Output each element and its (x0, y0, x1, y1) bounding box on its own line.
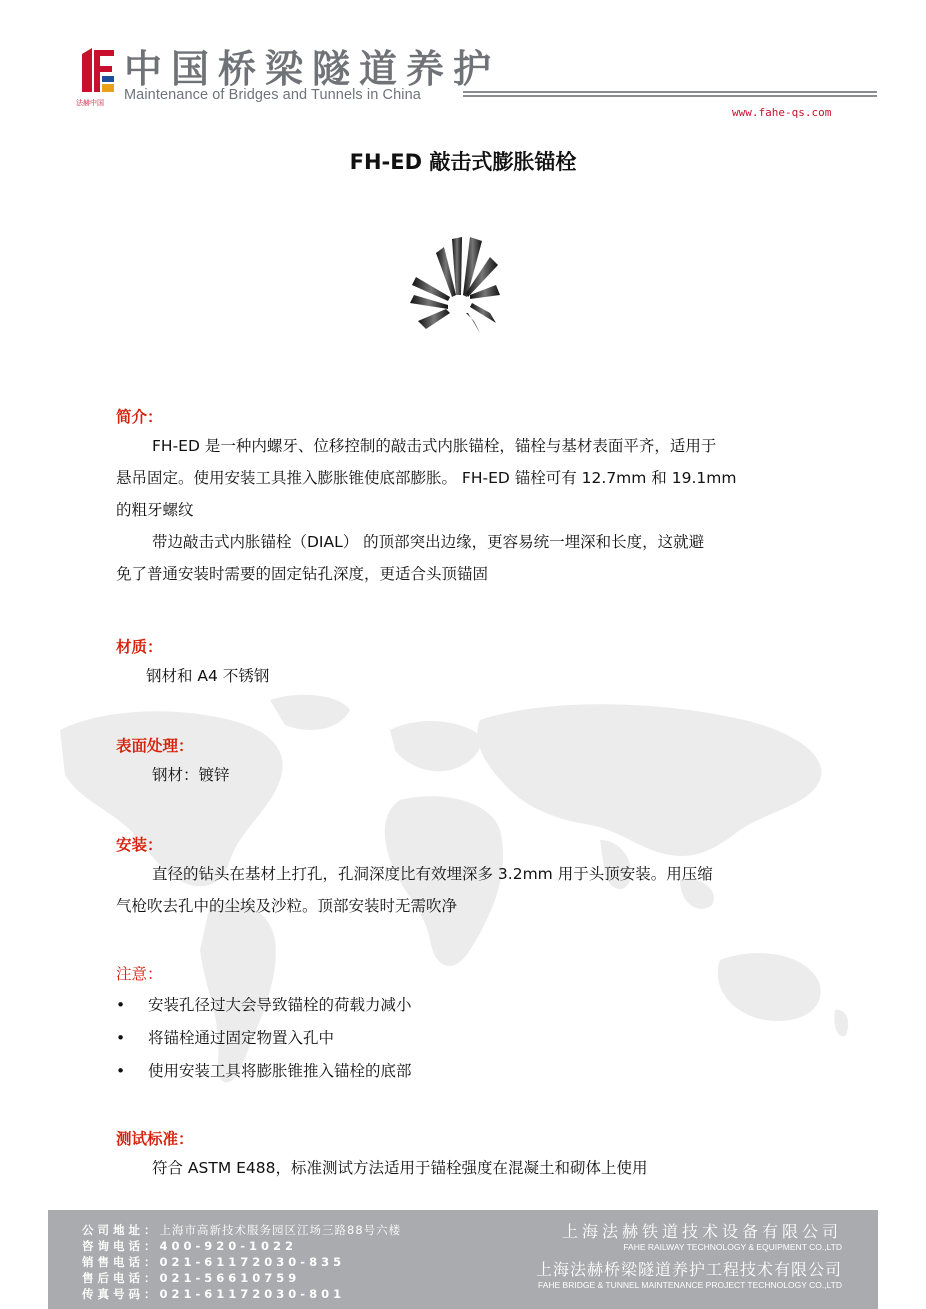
contact-label: 售后电话： (82, 1271, 160, 1285)
contact-label: 销售电话： (82, 1255, 160, 1269)
company1-name-cn: 上海法赫铁道技术设备有限公司 (561, 1222, 842, 1241)
contact-value: 021-56610759 (159, 1271, 301, 1285)
list-item (116, 1055, 816, 1088)
footer (48, 1210, 878, 1309)
material-text: 钢材和 A4 不锈钢 (146, 667, 270, 685)
list-item-text: 将锚栓通过固定物置入孔中 (148, 1029, 335, 1047)
intro-line-3: 的粗牙螺纹 (116, 501, 194, 519)
section-standard (116, 1126, 816, 1184)
company2-name-cn: 上海法赫桥梁隧道养护工程技术有限公司 (535, 1260, 842, 1279)
section-surface (116, 733, 816, 791)
header-title-en: Maintenance of Bridges and Tunnels in China (124, 87, 421, 103)
website-link[interactable]: www.fahe-qs.com (732, 106, 832, 119)
fahe-logo (78, 44, 118, 104)
list-item-text: 安装孔径过大会导致锚栓的荷载力减小 (148, 996, 412, 1014)
anchor-bolt-photo (404, 233, 524, 337)
document-title: FH-ED 敲击式膨胀锚栓 (349, 150, 577, 174)
intro-line-4: 带边敲击式内胀锚栓（DIAL） 的顶部突出边缘，更容易统一埋深和长度，这就避 (152, 533, 705, 551)
bullet-icon: • (116, 996, 126, 1014)
surface-text: 钢材：镀锌 (152, 766, 230, 784)
contact-label: 公司地址： (82, 1223, 160, 1237)
install-line-1: 直径的钻头在基材上打孔，孔洞深度比有效埋深多 3.2mm 用于头顶安装。用压缩 (152, 865, 713, 883)
company2-name-en: FAHE BRIDGE & TUNNEL MAINTENANCE PROJECT TECHNOLOGY CO.,LTD (537, 1280, 842, 1290)
section-install (116, 832, 816, 922)
intro-line-2: 悬吊固定。使用安装工具推入膨胀锥使底部膨胀。 FH-ED 锚栓可有 12.7mm 和 19.1mm (116, 469, 737, 487)
contact-value: 上海市高新技术服务园区江场三路88号六楼 (159, 1223, 402, 1237)
contact-label: 咨询电话： (82, 1239, 160, 1253)
contact-value: 021-61172030-801 (159, 1287, 346, 1301)
list-item (116, 989, 816, 1022)
install-line-2: 气枪吹去孔中的尘埃及沙粒。顶部安装时无需吹净 (116, 897, 458, 915)
intro-line-1: FH-ED 是一种内螺牙、位移控制的敲击式内胀锚栓，锚栓与基材表面平齐，适用于 (152, 437, 717, 455)
header-title-cn: 中国桥梁隧道养护 (124, 47, 501, 91)
section-material (116, 634, 816, 692)
list-item (116, 1022, 816, 1055)
contact-label: 传真号码： (82, 1287, 160, 1301)
logo-subtext: 法赫中国 (76, 99, 104, 107)
contact-row-fax (82, 1286, 401, 1302)
contact-value: 021-61172030-835 (159, 1255, 346, 1269)
contact-row-service (82, 1270, 401, 1286)
contact-row-address (82, 1222, 401, 1238)
section-heading: 安装： (116, 836, 163, 854)
section-heading: 注意： (116, 965, 163, 983)
company1-name-en: FAHE RAILWAY TECHNOLOGY & EQUIPMENT CO.,LTD (623, 1242, 842, 1252)
section-notes (116, 961, 816, 1088)
contact-row-hotline (82, 1238, 401, 1254)
standard-text: 符合 ASTM E488，标准测试方法适用于锚栓强度在混凝土和砌体上使用 (152, 1159, 648, 1177)
contact-info (82, 1222, 401, 1302)
header-rule (463, 91, 877, 101)
bullet-icon: • (116, 1062, 126, 1080)
section-intro (116, 404, 816, 590)
section-heading: 材质： (116, 638, 163, 656)
company-names (536, 1222, 842, 1291)
section-heading: 测试标准： (116, 1130, 194, 1148)
contact-row-sales (82, 1254, 401, 1270)
section-heading: 表面处理： (116, 737, 194, 755)
list-item-text: 使用安装工具将膨胀锥推入锚栓的底部 (148, 1062, 412, 1080)
notes-list (116, 989, 816, 1088)
bullet-icon: • (116, 1029, 126, 1047)
intro-line-5: 免了普通安装时需要的固定钻孔深度，更适合头顶锚固 (116, 565, 489, 583)
contact-value: 400-920-1022 (159, 1239, 298, 1253)
section-heading: 简介： (116, 408, 163, 426)
